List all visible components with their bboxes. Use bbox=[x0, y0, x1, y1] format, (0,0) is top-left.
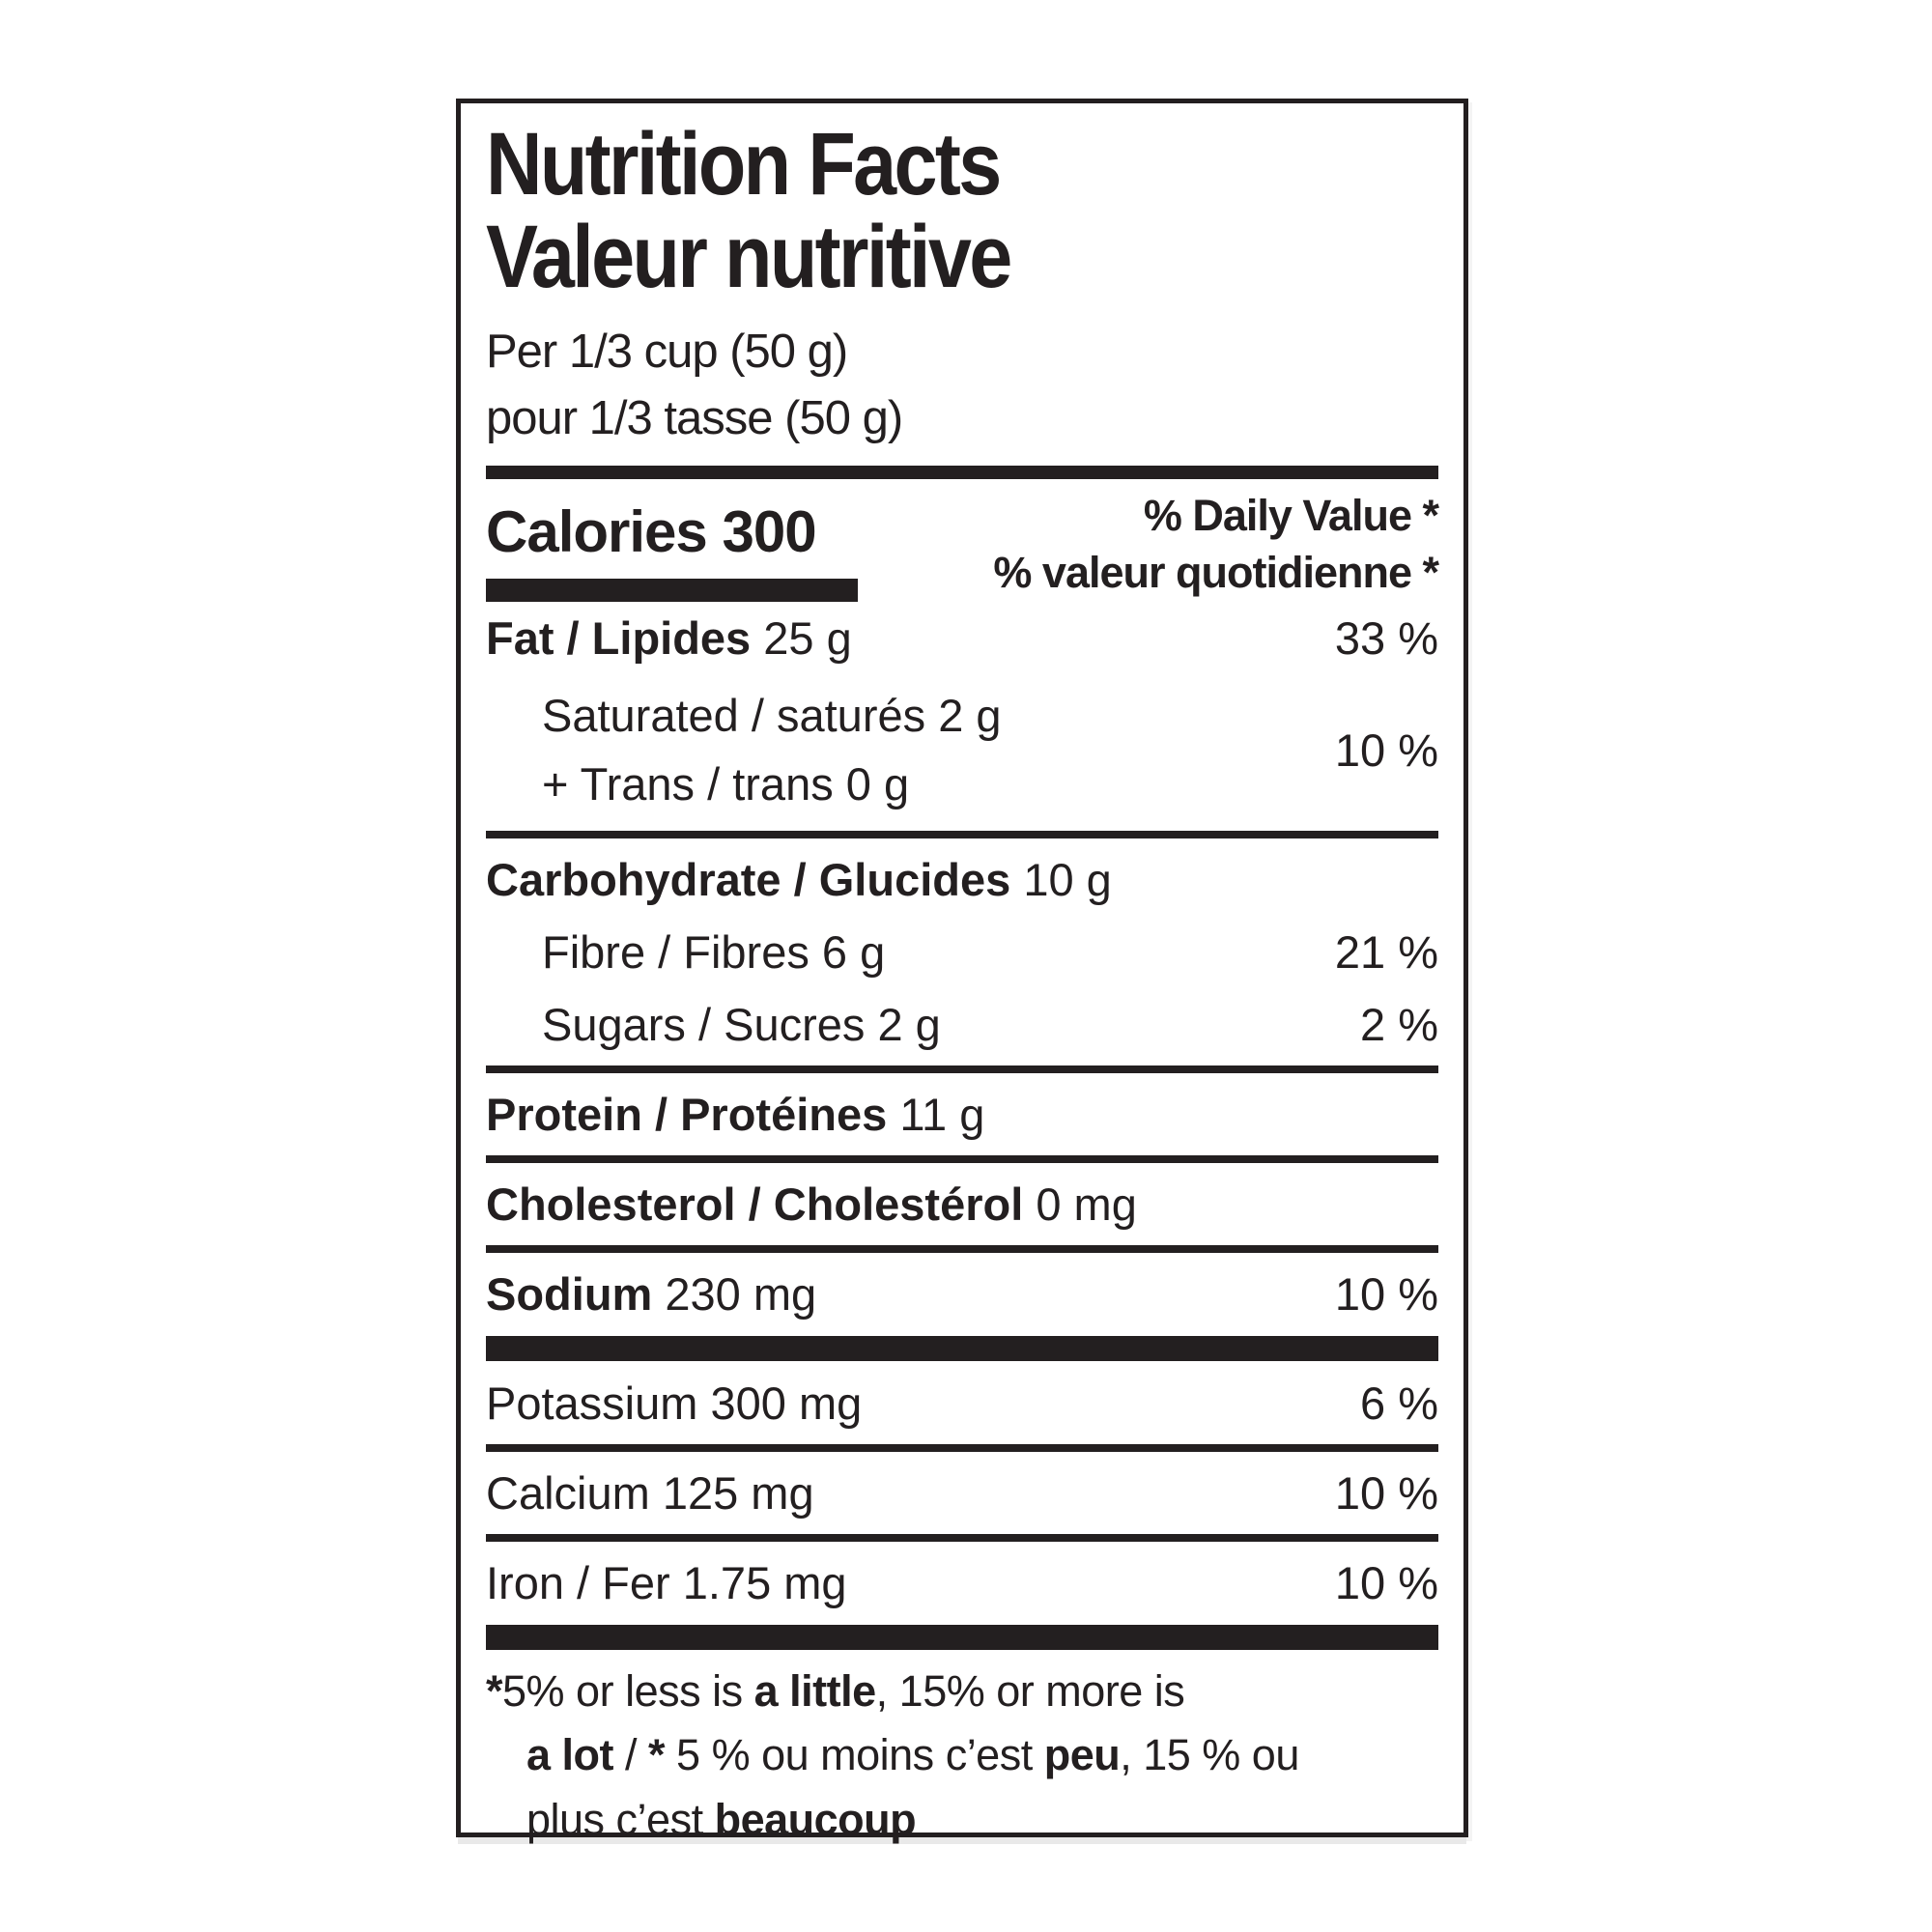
nutrient-label bbox=[486, 925, 885, 979]
nutrient-row-protein bbox=[486, 1078, 1438, 1151]
nutrient-amount: 0 mg bbox=[1036, 1179, 1137, 1231]
divider-rule bbox=[486, 1065, 1438, 1073]
nutrient-name: Fibre / Fibres bbox=[542, 926, 810, 979]
nutrient-amount: 6 g bbox=[821, 926, 886, 979]
footnote-line-3 bbox=[486, 1788, 1438, 1852]
nutrient-row-calcium bbox=[486, 1457, 1438, 1529]
footnote-text: 5% or less is bbox=[502, 1666, 754, 1717]
nutrient-row-carbohydrate bbox=[486, 843, 1438, 916]
nutrient-row-fat bbox=[486, 602, 1438, 674]
nutrient-name: Sodium bbox=[486, 1268, 653, 1321]
daily-value-header bbox=[993, 487, 1438, 603]
nutrient-name: + Trans / trans bbox=[542, 757, 834, 810]
nutrient-label bbox=[486, 1178, 1137, 1231]
nutrient-amount: 11 g bbox=[899, 1089, 985, 1141]
daily-value: 2 % bbox=[1360, 999, 1438, 1051]
nutrient-row-sugars bbox=[486, 988, 1438, 1061]
nutrient-name: Saturated / saturés bbox=[542, 690, 926, 742]
calories-value: 300 bbox=[722, 498, 816, 564]
nutrient-amount: 125 mg bbox=[662, 1467, 814, 1520]
footnote-text-bold: beaucoup bbox=[714, 1794, 917, 1844]
asterisk: * bbox=[486, 1666, 503, 1717]
nutrient-rows bbox=[486, 602, 1438, 1650]
divider-rule bbox=[486, 1245, 1438, 1253]
nutrient-label bbox=[486, 853, 1112, 906]
serving-size-block bbox=[486, 319, 1438, 451]
daily-value-footnote bbox=[486, 1660, 1438, 1851]
nutrient-label-saturated bbox=[486, 682, 1002, 751]
nutrient-name: Calcium bbox=[486, 1467, 650, 1520]
nutrient-label bbox=[486, 998, 941, 1051]
nutrient-row-sodium bbox=[486, 1258, 1438, 1330]
nutrient-name: Sugars / Sucres bbox=[542, 999, 866, 1051]
asterisk: * bbox=[648, 1730, 666, 1780]
nutrient-label bbox=[486, 1088, 984, 1141]
divider-bar-mid bbox=[486, 1336, 1438, 1361]
footnote-text-bold: peu bbox=[1043, 1730, 1121, 1780]
nutrient-amount: 2 g bbox=[938, 690, 1002, 742]
nutrient-name: Potassium bbox=[486, 1378, 698, 1430]
calories-section bbox=[486, 487, 1438, 603]
footnote-text-bold: a little bbox=[753, 1666, 876, 1717]
daily-value: 10 % bbox=[1334, 1467, 1438, 1520]
nutrient-amount: 1.75 mg bbox=[682, 1557, 847, 1609]
footnote-text: , 15% or more is bbox=[875, 1666, 1185, 1717]
nutrition-facts-label bbox=[456, 99, 1468, 1844]
divider-bar-bottom bbox=[486, 1625, 1438, 1650]
daily-value: 10 % bbox=[1334, 1557, 1438, 1609]
nutrient-amount: 230 mg bbox=[665, 1268, 817, 1321]
nutrient-label bbox=[486, 611, 852, 665]
calories-underbar bbox=[486, 579, 858, 602]
daily-value-header-en: % Daily Value * bbox=[1143, 490, 1438, 540]
nutrient-label bbox=[486, 1377, 862, 1430]
nutrient-name: Fat / Lipides bbox=[486, 612, 752, 665]
footnote-text-bold: a lot bbox=[526, 1730, 614, 1780]
serving-size-en: Per 1/3 cup (50 g) bbox=[486, 326, 848, 379]
nutrient-label bbox=[486, 1267, 816, 1321]
divider-bar-top bbox=[486, 466, 1438, 479]
footnote-text: , 15 % ou bbox=[1120, 1730, 1299, 1780]
daily-value-header-fr: % valeur quotidienne * bbox=[993, 548, 1438, 598]
nutrient-amount: 0 g bbox=[845, 757, 910, 810]
nutrient-name: Cholesterol / Cholestérol bbox=[486, 1179, 1024, 1231]
nutrient-row-saturated-trans bbox=[486, 674, 1438, 826]
nutrient-label-trans bbox=[486, 751, 1002, 819]
daily-value: 10 % bbox=[1334, 1268, 1438, 1321]
nutrient-label bbox=[486, 1556, 847, 1609]
divider-rule bbox=[486, 1444, 1438, 1452]
nutrient-row-potassium bbox=[486, 1367, 1438, 1439]
daily-value: 10 % bbox=[1334, 724, 1438, 777]
footnote-text: plus c’est bbox=[526, 1794, 715, 1844]
nutrient-row-fibre bbox=[486, 916, 1438, 988]
nutrient-row-iron bbox=[486, 1547, 1438, 1619]
nutrient-amount: 2 g bbox=[877, 999, 941, 1051]
footnote-line-2 bbox=[486, 1723, 1438, 1787]
nutrient-name: Carbohydrate / Glucides bbox=[486, 854, 1011, 906]
footnote-text: 5 % ou moins c’est bbox=[665, 1730, 1044, 1780]
divider-rule bbox=[486, 1534, 1438, 1542]
footnote-text: / bbox=[613, 1730, 649, 1780]
calories-label: Calories bbox=[486, 498, 707, 564]
footnote-line-1 bbox=[486, 1660, 1438, 1723]
nutrient-amount: 300 mg bbox=[710, 1378, 863, 1430]
serving-size-fr: pour 1/3 tasse (50 g) bbox=[486, 391, 903, 444]
daily-value: 33 % bbox=[1334, 612, 1438, 665]
daily-value: 21 % bbox=[1334, 926, 1438, 979]
nutrient-label bbox=[486, 1466, 814, 1520]
nutrient-amount: 25 g bbox=[763, 612, 852, 665]
nutrient-row-cholesterol bbox=[486, 1168, 1438, 1240]
label-title-en: Nutrition Facts bbox=[486, 115, 1000, 213]
nutrient-name: Protein / Protéines bbox=[486, 1089, 888, 1141]
divider-rule bbox=[486, 831, 1438, 838]
calories-row bbox=[486, 498, 858, 565]
nutrient-name: Iron / Fer bbox=[486, 1557, 670, 1609]
nutrient-amount: 10 g bbox=[1023, 854, 1112, 906]
daily-value: 6 % bbox=[1360, 1378, 1438, 1430]
divider-rule bbox=[486, 1155, 1438, 1163]
label-title-fr: Valeur nutritive bbox=[486, 207, 1010, 306]
